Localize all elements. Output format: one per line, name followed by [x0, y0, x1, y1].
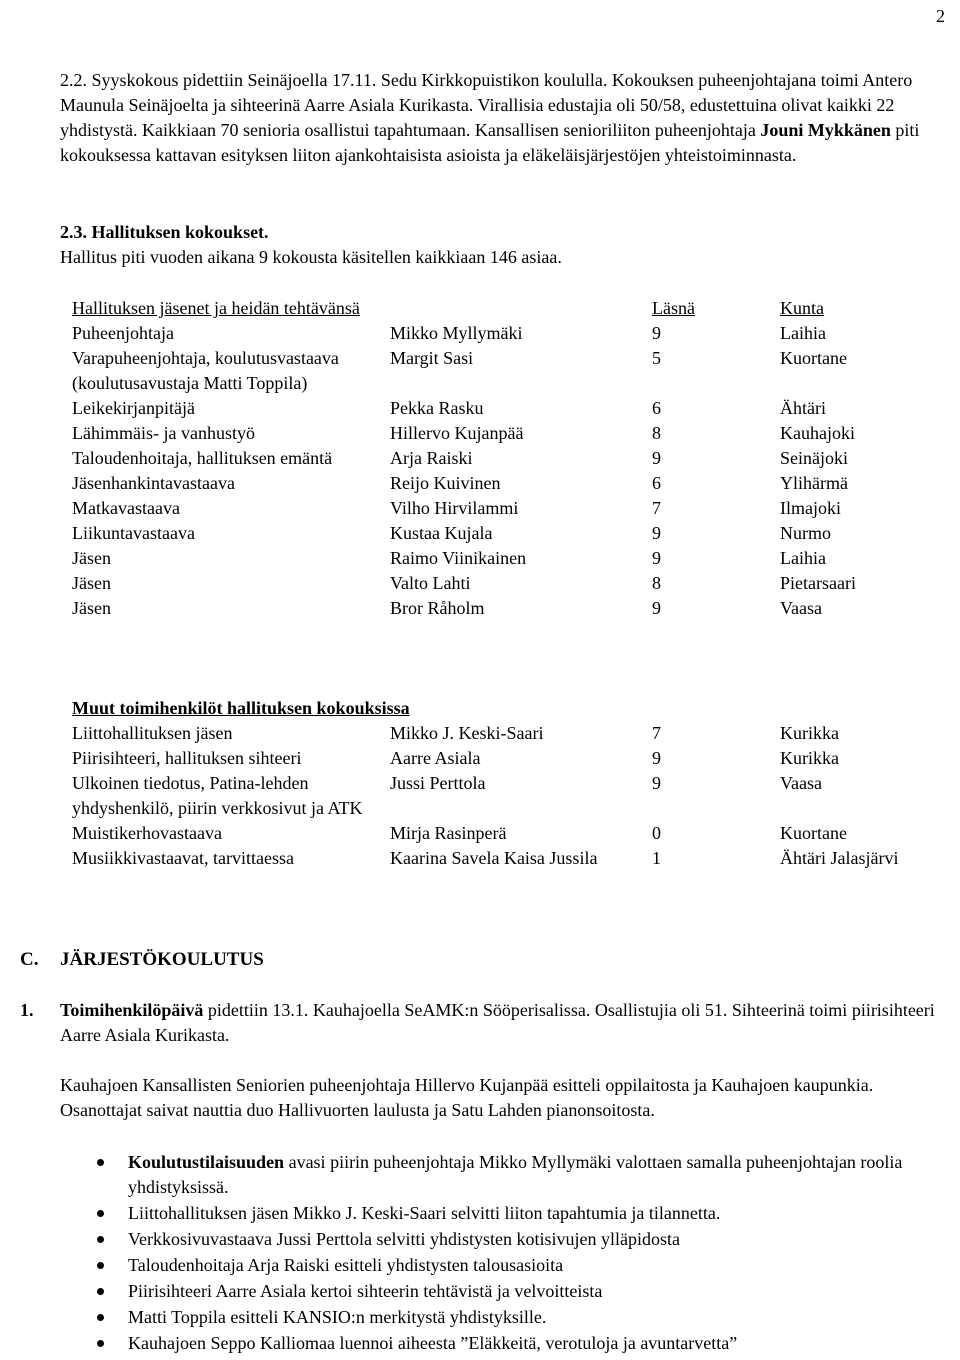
header-municipality: Kunta: [780, 298, 824, 318]
other-official-present: 1: [652, 848, 661, 868]
board-role: Lähimmäis- ja vanhustyö: [72, 423, 255, 443]
board-person: Margit Sasi: [390, 348, 474, 368]
board-municipality: Vaasa: [780, 598, 822, 618]
board-row: [72, 471, 932, 496]
board-person: Vilho Hirvilammi: [390, 498, 519, 518]
list-item-text: Kauhajoen Seppo Kalliomaa luennoi aiheesta ”Eläkkeitä, verotuloja ja avuntarvetta”: [128, 1333, 738, 1353]
board-municipality: Kauhajoki: [780, 423, 855, 443]
board-present: 8: [652, 573, 661, 593]
board-present: 9: [652, 598, 661, 618]
board-person: Pekka Rasku: [390, 398, 484, 418]
board-municipality: Laihia: [780, 323, 826, 343]
other-officials-header: [72, 696, 932, 721]
section-2-3: [60, 220, 948, 270]
other-official-person: Jussi Perttola: [390, 773, 486, 793]
section-2-2: [60, 68, 948, 168]
board-present: 5: [652, 348, 661, 368]
page-number: 2: [936, 6, 945, 26]
other-official-role: Piirisihteeri, hallituksen sihteeri: [72, 748, 302, 768]
list-item: [128, 1150, 948, 1200]
header-present: Läsnä: [652, 298, 695, 318]
board-person: Reijo Kuivinen: [390, 473, 501, 493]
other-official-row: [72, 746, 932, 771]
bullet-icon: [97, 1288, 104, 1295]
board-present: 8: [652, 423, 661, 443]
board-present: 9: [652, 523, 661, 543]
other-official-role: Liittohallituksen jäsen: [72, 723, 233, 743]
board-row: [72, 446, 932, 471]
board-row: [72, 571, 932, 596]
board-person: Arja Raiski: [390, 448, 473, 468]
training-bullet-list: [128, 1150, 948, 1357]
header-roles: Hallituksen jäsenet ja heidän tehtävänsä: [72, 298, 360, 318]
other-official-person: Mirja Rasinperä: [390, 823, 507, 843]
other-official-municipality: Kurikka: [780, 748, 839, 768]
board-municipality: Ilmajoki: [780, 498, 841, 518]
bullet-icon: [97, 1210, 104, 1217]
board-role: Jäsen: [72, 573, 111, 593]
board-person: Raimo Viinikainen: [390, 548, 527, 568]
list-item-text: Matti Toppila esitteli KANSIO:n merkitystä yhdistyksille.: [128, 1307, 547, 1327]
board-row: [72, 596, 932, 621]
board-row: [72, 346, 932, 396]
board-row: [72, 321, 932, 346]
bullet-icon: [97, 1159, 104, 1166]
item-1-number: 1.: [20, 1000, 34, 1020]
other-official-role: Ulkoinen tiedotus, Patina-lehden yhdyshenkilö, piirin verkkosivut ja ATK: [72, 773, 363, 818]
other-official-present: 9: [652, 748, 661, 768]
section-2-3-heading: 2.3. Hallituksen kokoukset.: [60, 222, 269, 242]
bullet-icon: [97, 1236, 104, 1243]
list-item-text: avasi piirin puheenjohtaja Mikko Myllymäki valottaen samalla puheenjohtajan roolia yhdistyksissä.: [128, 1152, 903, 1197]
other-official-person: Mikko J. Keski-Saari: [390, 723, 544, 743]
other-official-municipality: Ähtäri Jalasjärvi: [780, 848, 899, 868]
list-item-text: Piirisihteeri Aarre Asiala kertoi sihteerin tehtävistä ja velvoitteista: [128, 1281, 603, 1301]
board-role: Jäsen: [72, 598, 111, 618]
other-official-row: [72, 821, 932, 846]
other-official-person: Aarre Asiala: [390, 748, 481, 768]
other-official-role: Musiikkivastaavat, tarvittaessa: [72, 848, 294, 868]
bullet-icon: [97, 1340, 104, 1347]
section-c-heading: C. JÄRJESTÖKOULUTUS: [20, 949, 264, 970]
other-official-present: 7: [652, 723, 661, 743]
list-item: [128, 1227, 948, 1252]
board-row: [72, 496, 932, 521]
list-item-text: Taloudenhoitaja Arja Raiski esitteli yhdistysten talousasioita: [128, 1255, 564, 1275]
other-officials-heading: Muut toimihenkilöt hallituksen kokouksissa: [72, 698, 410, 718]
item-1-title: Toimihenkilöpäivä: [60, 1000, 204, 1020]
board-present: 9: [652, 548, 661, 568]
board-role: Jäsen: [72, 548, 111, 568]
board-table-header: [72, 296, 932, 321]
list-item: [128, 1253, 948, 1278]
board-role: Varapuheenjohtaja, koulutusvastaava (koulutusavustaja Matti Toppila): [72, 348, 339, 393]
board-role: Jäsenhankintavastaava: [72, 473, 235, 493]
other-official-person: Kaarina Savela Kaisa Jussila: [390, 848, 598, 868]
board-role: Taloudenhoitaja, hallituksen emäntä: [72, 448, 333, 468]
other-official-role: Muistikerhovastaava: [72, 823, 222, 843]
board-present: 6: [652, 398, 661, 418]
board-municipality: Pietarsaari: [780, 573, 856, 593]
board-role: Liikuntavastaava: [72, 523, 195, 543]
section-2-2-paragraph: 2.2. Syyskokous pidettiin Seinäjoella 17.11. Sedu Kirkkopuistikon koululla. Kokouksen puheenjohtajana toimi Antero Maunula Seinäjoelta ja sihteerinä Aarre Asiala Kurikasta. Virallisia edustajia oli 50/58, edustettuina olivat kaikki 22 yhdistystä. Kaikkiaan 70 senioria osallistui tapahtumaan. Kansallisen senioriliiton puheenjohtaja Jouni Mykkänen piti kokouksessa kattavan esityksen liiton ajankohtaisista asioista ja eläkeläisjärjestöjen yhteistoiminnasta.: [60, 70, 920, 165]
board-municipality: Kuortane: [780, 348, 847, 368]
list-item: [128, 1331, 948, 1356]
board-municipality: Ähtäri: [780, 398, 826, 418]
other-official-row: [72, 721, 932, 746]
other-official-municipality: Kurikka: [780, 723, 839, 743]
bullet-icon: [97, 1262, 104, 1269]
board-row: [72, 546, 932, 571]
board-role: Leikekirjanpitäjä: [72, 398, 195, 418]
paragraph-kauhajoki: Kauhajoen Kansallisten Seniorien puheenjohtaja Hillervo Kujanpää esitteli oppilaitosta ja Kauhajoen kaupunkia. Osanottajat saivat nauttia duo Hallivuorten laulusta ja Satu Lahden pianonsoitosta.: [60, 1075, 874, 1120]
board-person: Mikko Myllymäki: [390, 323, 523, 343]
list-item-bold: Koulutustilaisuuden: [128, 1152, 285, 1172]
other-official-row: [72, 846, 932, 871]
board-role: Matkavastaava: [72, 498, 180, 518]
list-item-text: Liittohallituksen jäsen Mikko J. Keski-Saari selvitti liiton tapahtumia ja tilannetta.: [128, 1203, 721, 1223]
board-present: 9: [652, 323, 661, 343]
board-person: Valto Lahti: [390, 573, 471, 593]
bullet-icon: [97, 1314, 104, 1321]
board-present: 9: [652, 448, 661, 468]
other-official-municipality: Vaasa: [780, 773, 822, 793]
board-present: 7: [652, 498, 661, 518]
board-municipality: Nurmo: [780, 523, 831, 543]
board-person: Kustaa Kujala: [390, 523, 493, 543]
other-official-row: [72, 771, 932, 821]
item-1: 1. Toimihenkilöpäivä pidettiin 13.1. Kauhajoella SeAMK:n Sööperisalissa. Osallistujia oli 51. Sihteerinä toimi piirisihteeri Aarre Asiala Kurikasta.: [20, 1000, 935, 1045]
other-officials-table: [72, 696, 932, 871]
board-role: Puheenjohtaja: [72, 323, 174, 343]
board-present: 6: [652, 473, 661, 493]
board-municipality: Seinäjoki: [780, 448, 848, 468]
board-person: Hillervo Kujanpää: [390, 423, 524, 443]
list-item: [128, 1201, 948, 1226]
other-official-municipality: Kuortane: [780, 823, 847, 843]
section-2-3-text: Hallitus piti vuoden aikana 9 kokousta käsitellen kaikkiaan 146 asiaa.: [60, 247, 562, 267]
list-item: [128, 1279, 948, 1304]
board-municipality: Laihia: [780, 548, 826, 568]
highlighted-name: Jouni Mykkänen: [760, 120, 891, 140]
board-person: Bror Råholm: [390, 598, 485, 618]
list-item-text: Verkkosivuvastaava Jussi Perttola selvitti yhdistysten kotisivujen ylläpidosta: [128, 1229, 680, 1249]
other-official-present: 0: [652, 823, 661, 843]
board-row: [72, 521, 932, 546]
board-row: [72, 396, 932, 421]
board-members-table: [72, 296, 932, 621]
board-municipality: Ylihärmä: [780, 473, 848, 493]
other-official-present: 9: [652, 773, 661, 793]
list-item: [128, 1305, 948, 1330]
board-row: [72, 421, 932, 446]
